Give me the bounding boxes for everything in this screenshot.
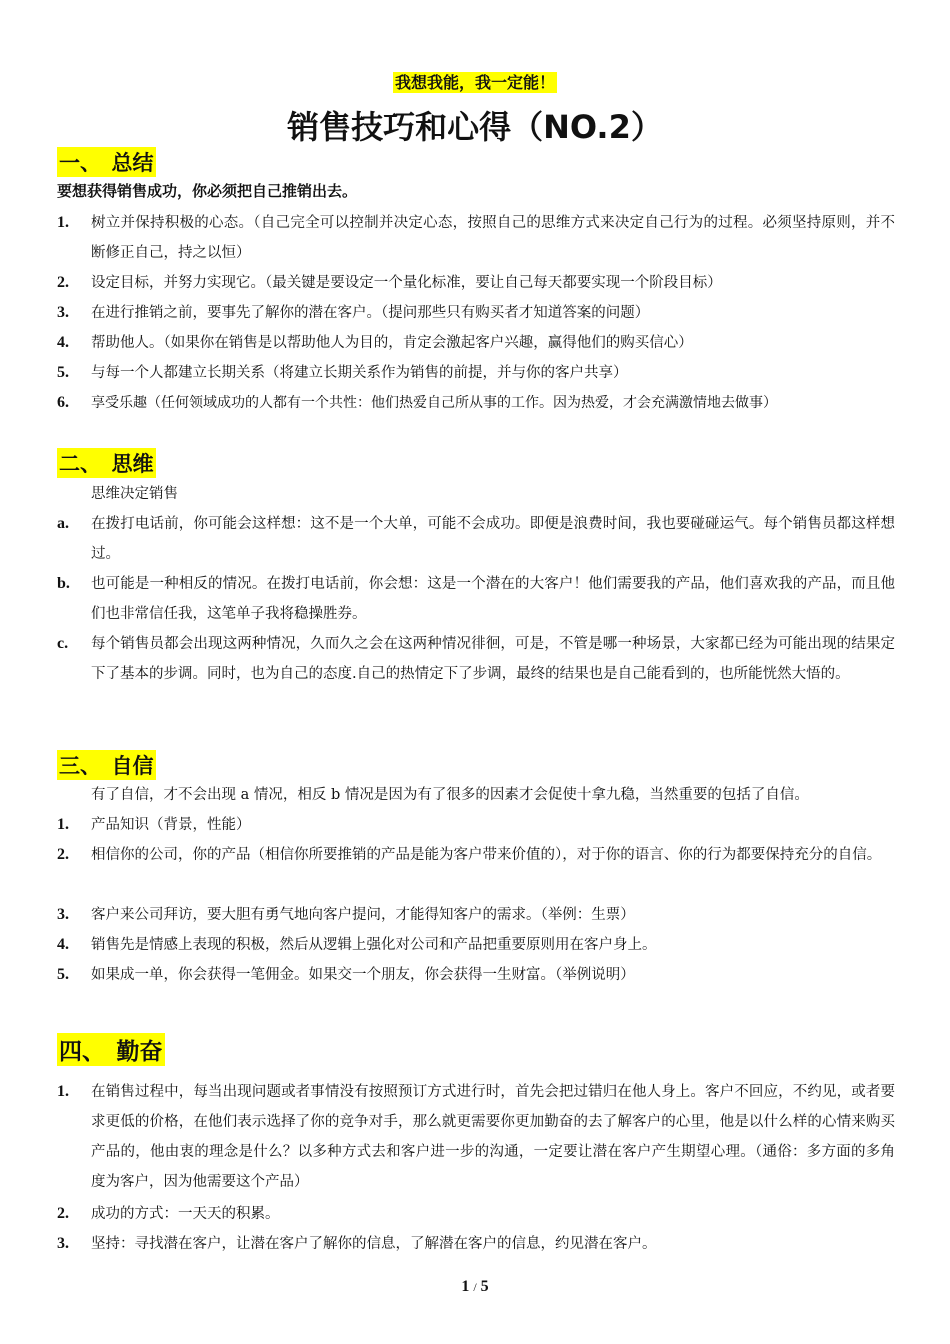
list-item [57, 840, 895, 870]
list-item [57, 960, 895, 990]
list-item [57, 629, 895, 689]
list-item [57, 509, 895, 569]
list-item [57, 1229, 895, 1259]
page-number [0, 1278, 950, 1296]
motto-line [0, 70, 950, 93]
item-number: 2. [57, 274, 69, 291]
item-letter: c. [57, 635, 69, 652]
item-text: 在进行推销之前，要事先了解你的潜在客户。（提问那些只有购买者才知道答案的问题） [91, 305, 650, 321]
item-text: 成功的方式：一天天的积累。 [91, 1206, 280, 1222]
list-item [57, 900, 895, 930]
item-text: 在销售过程中，每当出现问题或者事情没有按照预订方式进行时，首先会把过错归在他人身上。客户不回应，不约见，或者要求更低的价格，在他们表示选择了你的竞争对手，那么就更需要你更加勤奋的去了解客户的心里，他是以什么样的心情来购买产品的，他由衷的理念是什么？以多种方式去和客户进一步的沟通，一定要让潜在客户产生期望心理。（通俗：多方面的多角度为客户，因为他需要这个产品） [91, 1084, 895, 1190]
item-text: 享受乐趣（任何领域成功的人都有一个共性：他们热爱自己所从事的工作。因为热爱，才会充满激情地去做事） [91, 395, 777, 411]
list-item [57, 810, 895, 840]
item-number: 2. [57, 1205, 69, 1222]
item-number: 1. [57, 816, 69, 833]
section-heading-diligence: 四、 勤奋 [57, 1033, 165, 1066]
page-separator: / [473, 1280, 477, 1294]
item-letter: a. [57, 515, 69, 532]
item-number: 5. [57, 966, 69, 983]
item-number: 5. [57, 364, 69, 381]
item-text: 与每一个人都建立长期关系（将建立长期关系作为销售的前提，并与你的客户共享） [91, 365, 628, 381]
section-heading-thinking: 二、 思维 [57, 448, 156, 478]
item-text: 客户来公司拜访，要大胆有勇气地向客户提问，才能得知客户的需求。（举例：生票） [91, 907, 635, 923]
list-item [57, 328, 895, 358]
item-text: 树立并保持积极的心态。（自己完全可以控制并决定心态，按照自己的思维方式来决定自己行为的过程。必须坚持原则，并不断修正自己，持之以恒） [91, 215, 895, 261]
section-intro: 有了自信，才不会出现 a 情况，相反 b 情况是因为有了很多的因素才会促使十拿九稳，当然重要的包括了自信。 [91, 787, 809, 803]
list-item [57, 1199, 895, 1229]
item-number: 6. [57, 394, 69, 411]
section-heading-confidence: 三、 自信 [57, 750, 156, 780]
motto: 我想我能，我一定能！ [394, 73, 555, 92]
item-number: 4. [57, 334, 69, 351]
item-number: 4. [57, 936, 69, 953]
list-item [57, 569, 895, 629]
item-number: 3. [57, 304, 69, 321]
section-heading-summary: 一、 总结 [57, 147, 156, 177]
list-item [57, 268, 895, 298]
page-title: 销售技巧和心得（NO.2） [287, 108, 663, 146]
item-text: 帮助他人。（如果你在销售是以帮助他人为目的，肯定会激起客户兴趣，赢得他们的购买信心） [91, 335, 693, 351]
list-item [57, 930, 895, 960]
item-number: 1. [57, 214, 69, 231]
list-item [57, 208, 895, 268]
item-text: 每个销售员都会出现这两种情况，久而久之会在这两种情况徘徊，可是，不管是哪一种场景，大家都已经为可能出现的结果定下了基本的步调。同时，也为自己的态度.自己的热情定下了步调，最终的结果也是自己能看到的，也所能恍然大悟的。 [91, 636, 895, 682]
item-text: 销售先是情感上表现的积极，然后从逻辑上强化对公司和产品把重要原则用在客户身上。 [91, 937, 657, 953]
item-text: 如果成一单，你会获得一笔佣金。如果交一个朋友，你会获得一生财富。（举例说明） [91, 967, 635, 983]
list-item [57, 358, 895, 388]
item-text: 在拨打电话前，你可能会这样想：这不是一个大单，可能不会成功。即便是浪费时间，我也要碰碰运气。每个销售员都这样想过。 [91, 516, 895, 562]
list-item [57, 388, 895, 418]
section-lead: 要想获得销售成功，你必须把自己推销出去。 [57, 182, 358, 200]
item-number: 2. [57, 846, 69, 863]
item-text: 坚持：寻找潜在客户，让潜在客户了解你的信息，了解潜在客户的信息，约见潜在客户。 [91, 1236, 657, 1252]
item-number: 1. [57, 1083, 69, 1100]
section-intro: 思维决定销售 [91, 486, 178, 502]
item-text: 相信你的公司，你的产品（相信你所要推销的产品是能为客户带来价值的），对于你的语言、你的行为都要保持充分的自信。 [91, 847, 882, 863]
item-number: 3. [57, 1235, 69, 1252]
item-text: 也可能是一种相反的情况。在拨打电话前，你会想：这是一个潜在的大客户！他们需要我的产品，他们喜欢我的产品，而且他们也非常信任我，这笔单子我将稳操胜券。 [91, 576, 895, 622]
item-text: 产品知识（背景，性能） [91, 817, 251, 833]
current-page: 1 [461, 1278, 470, 1295]
item-text: 设定目标，并努力实现它。（最关键是要设定一个量化标准，要让自己每天都要实现一个阶段目标） [91, 275, 722, 291]
total-pages: 5 [480, 1278, 489, 1295]
list-item [57, 298, 895, 328]
list-item [57, 1077, 895, 1197]
item-number: 3. [57, 906, 69, 923]
item-letter: b. [57, 575, 70, 592]
